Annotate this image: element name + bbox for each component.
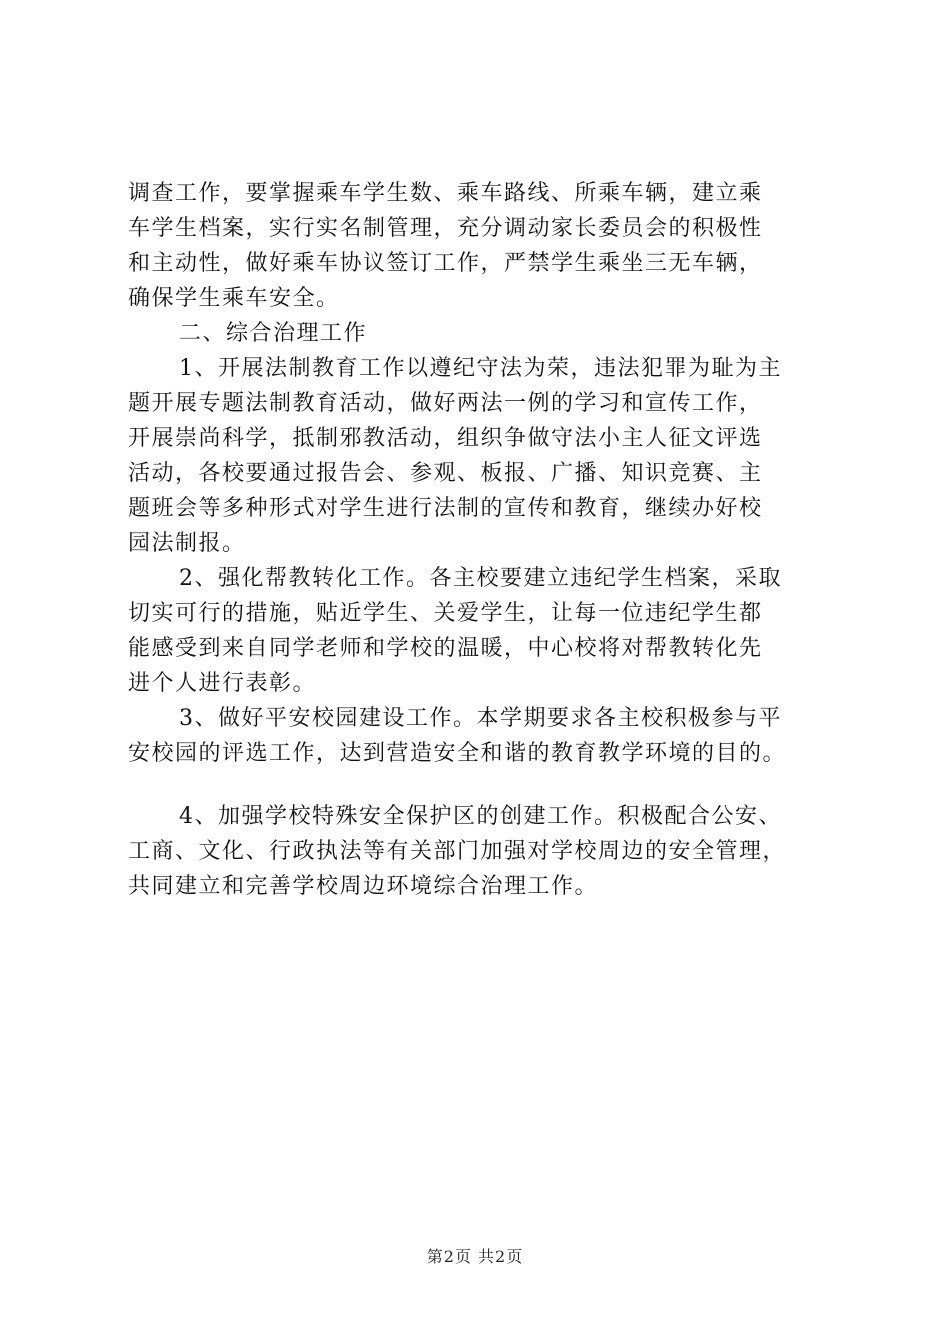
text-line: 和主动性，做好乘车协议签订工作，严禁学生乘坐三无车辆， <box>128 251 763 276</box>
section-heading-comprehensive-governance <box>128 316 848 351</box>
text-line: 开展崇尚科学，抵制邪教活动，组织争做守法小主人征文评选 <box>128 426 763 451</box>
paragraph-safe-campus <box>128 701 848 771</box>
text-line: 工商、文化、行政执法等有关部门加强对学校周边的安全管理， <box>128 839 787 864</box>
text-line: 安校园的评选工作，达到营造安全和谐的教育教学环境的目的。 <box>128 741 787 766</box>
paragraph-spacer <box>128 771 848 799</box>
text-line: 能感受到来自同学老师和学校的温暖，中心校将对帮教转化先 <box>128 636 763 661</box>
paragraph-bus-safety <box>128 176 848 316</box>
text-line: 1、开展法制教育工作以遵纪守法为荣，违法犯罪为耻为主 <box>179 356 782 381</box>
paragraph-legal-education <box>128 351 848 561</box>
text-line: 4、加强学校特殊安全保护区的创建工作。积极配合公安、 <box>179 804 782 829</box>
text-line: 3、做好平安校园建设工作。本学期要求各主校积极参与平 <box>179 706 782 731</box>
text-line: 题开展专题法制教育活动，做好两法一例的学习和宣传工作， <box>128 391 763 416</box>
text-line: 确保学生乘车安全。 <box>128 286 340 311</box>
text-line: 共同建立和完善学校周边环境综合治理工作。 <box>128 874 599 899</box>
paragraph-assistance-transformation <box>128 561 848 701</box>
text-line: 进个人进行表彰。 <box>128 671 317 696</box>
text-line: 切实可行的措施，贴近学生、关爱学生，让每一位违纪学生都 <box>128 601 763 626</box>
section-heading: 二、综合治理工作 <box>179 321 368 346</box>
text-line: 车学生档案，实行实名制管理，充分调动家长委员会的积极性 <box>128 216 763 241</box>
paragraph-special-protection-zone <box>128 799 848 904</box>
text-line: 题班会等多种形式对学生进行法制的宣传和教育，继续办好校 <box>128 496 763 521</box>
text-line: 调查工作，要掌握乘车学生数、乘车路线、所乘车辆，建立乘 <box>128 181 763 206</box>
text-line: 活动，各校要通过报告会、参观、板报、广播、知识竞赛、主 <box>128 461 763 486</box>
text-line: 园法制报。 <box>128 531 246 556</box>
page-number-footer: 第2页 共2页 <box>426 1247 524 1266</box>
document-body <box>128 176 848 904</box>
text-line: 2、强化帮教转化工作。各主校要建立违纪学生档案，采取 <box>179 566 782 591</box>
